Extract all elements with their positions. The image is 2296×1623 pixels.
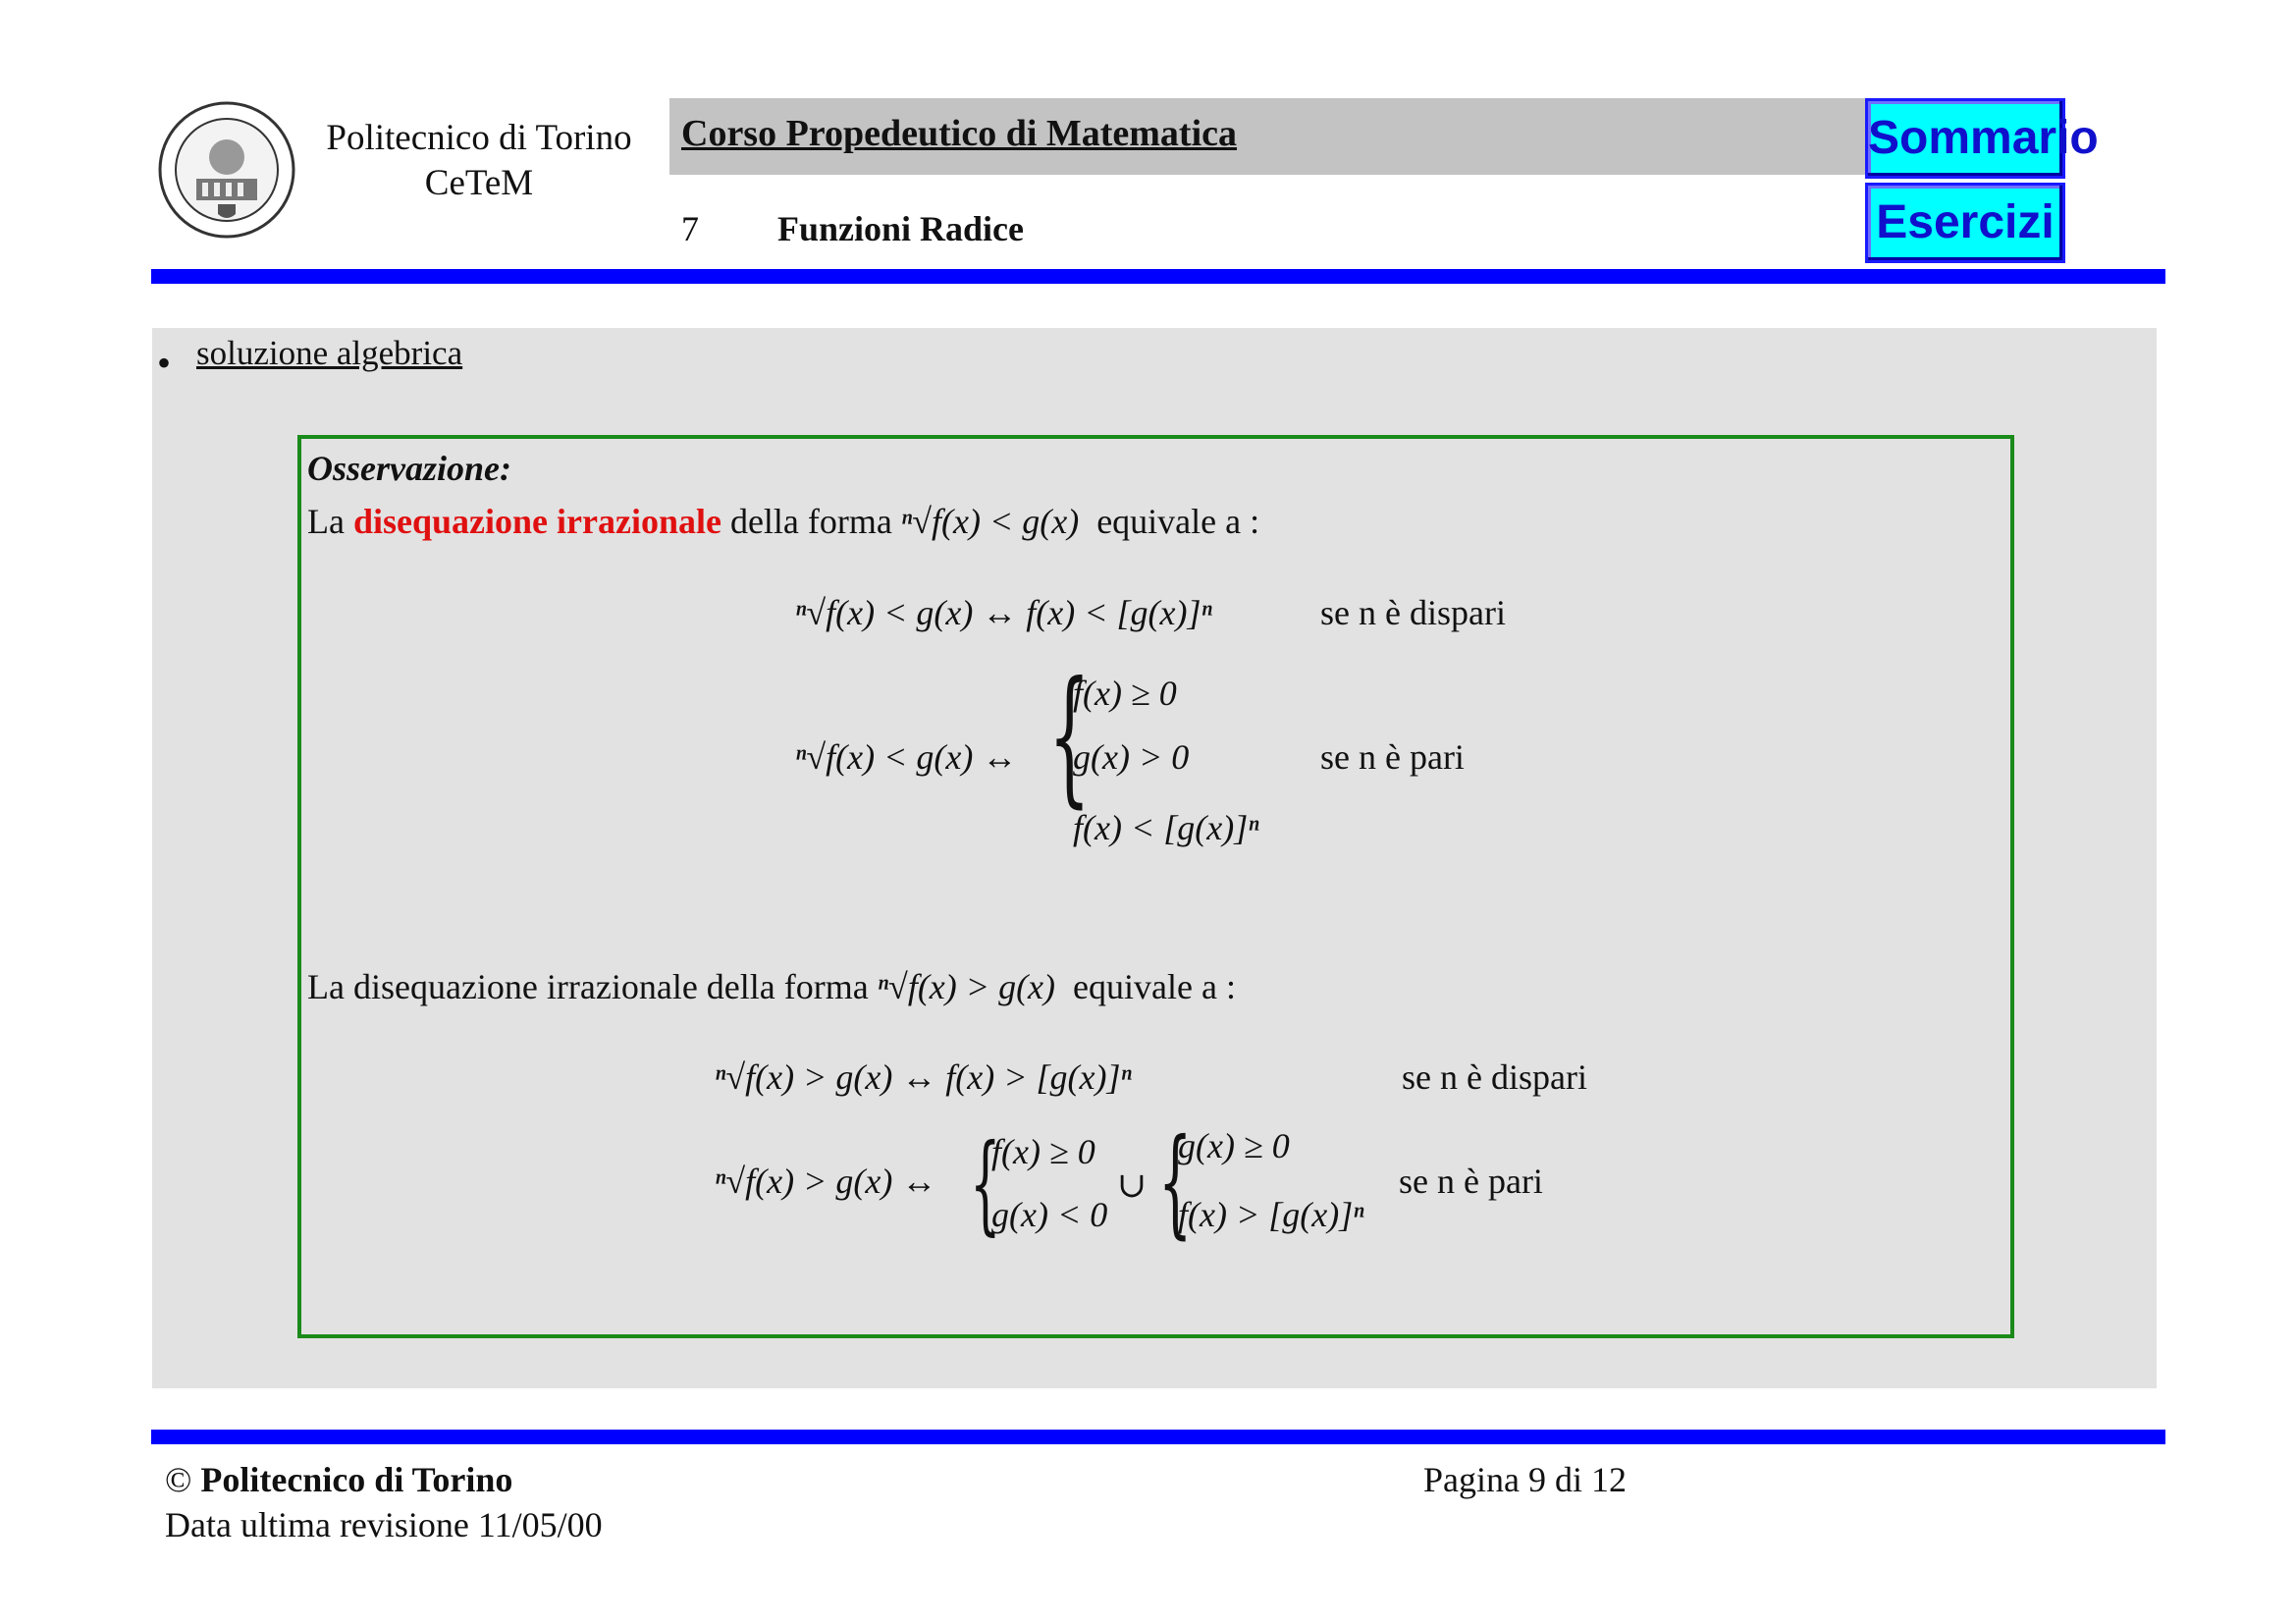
case4-brace-b: { xyxy=(1158,1114,1193,1251)
footer-revision-date: Data ultima revisione 11/05/00 xyxy=(165,1505,603,1544)
footer-copyright xyxy=(165,1459,512,1500)
case2-formula: ⁿ√f(x) < g(x) ↔ xyxy=(795,737,1018,777)
bullet-icon: • xyxy=(157,341,172,385)
intro1-mid: della forma xyxy=(729,502,892,541)
case4-sys-b-line2: f(x) > [g(x)]ⁿ xyxy=(1178,1195,1364,1234)
case1-formula: ⁿ√f(x) < g(x) ↔ f(x) < [g(x)]ⁿ xyxy=(795,593,1212,632)
bullet-link-soluzione-algebrica[interactable]: soluzione algebrica xyxy=(196,334,463,372)
copyright-owner: Politecnico di Torino xyxy=(200,1460,513,1499)
institution-line2: CeTeM xyxy=(424,163,534,203)
intro-line-1 xyxy=(307,501,1259,542)
footer-page-info: Pagina 9 di 12 xyxy=(1423,1460,1627,1499)
institution-name xyxy=(312,116,646,206)
case2-sys-line3: f(x) < [g(x)]ⁿ xyxy=(1073,808,1259,847)
intro1-prefix: La xyxy=(307,502,345,541)
case3-formula: ⁿ√f(x) > g(x) ↔ f(x) > [g(x)]ⁿ xyxy=(715,1057,1132,1097)
observation-box xyxy=(297,435,2014,1338)
copyright-symbol: © xyxy=(165,1460,192,1499)
case2-condition: se n è pari xyxy=(1320,737,1465,777)
intro2-formula: ⁿ√f(x) > g(x) xyxy=(877,967,1056,1006)
case2-sys-line1: f(x) ≥ 0 xyxy=(1073,674,1177,713)
case4-condition: se n è pari xyxy=(1399,1162,1543,1201)
chapter-number: 7 xyxy=(681,209,699,248)
case1-condition: se n è dispari xyxy=(1320,593,1506,632)
intro1-highlight: disequazione irrazionale xyxy=(352,502,721,541)
esercizi-button[interactable]: Esercizi xyxy=(1865,183,2065,263)
intro-line-2 xyxy=(307,966,1236,1007)
case4-sys-a-line1: f(x) ≥ 0 xyxy=(991,1132,1095,1171)
intro1-equivale: equivale a : xyxy=(1096,502,1260,541)
case4-formula: ⁿ√f(x) > g(x) ↔ xyxy=(715,1162,937,1201)
sommario-button[interactable]: Sommario xyxy=(1865,98,2065,179)
institution-line1: Politecnico di Torino xyxy=(326,118,632,158)
case4-sys-a-line2: g(x) < 0 xyxy=(991,1195,1108,1234)
intro1-formula: ⁿ√f(x) < g(x) xyxy=(900,502,1080,541)
observation-title: Osservazione: xyxy=(307,449,511,488)
chapter-title: Funzioni Radice xyxy=(777,209,1025,248)
intro2-equivale: equivale a : xyxy=(1073,967,1236,1006)
header-divider xyxy=(151,269,2165,284)
intro2-prefix: La disequazione irrazionale della forma xyxy=(307,967,869,1006)
case2-brace: { xyxy=(1048,651,1091,822)
case2-sys-line2: g(x) > 0 xyxy=(1073,737,1190,777)
case3-condition: se n è dispari xyxy=(1402,1057,1587,1097)
footer-divider xyxy=(151,1430,2165,1444)
politecnico-seal-logo xyxy=(157,100,296,240)
course-title: Corso Propedeutico di Matematica xyxy=(681,113,1238,154)
case4-sys-b-line1: g(x) ≥ 0 xyxy=(1178,1126,1290,1165)
case4-union: ∪ xyxy=(1117,1165,1148,1205)
case4-brace-a: { xyxy=(970,1120,1001,1246)
